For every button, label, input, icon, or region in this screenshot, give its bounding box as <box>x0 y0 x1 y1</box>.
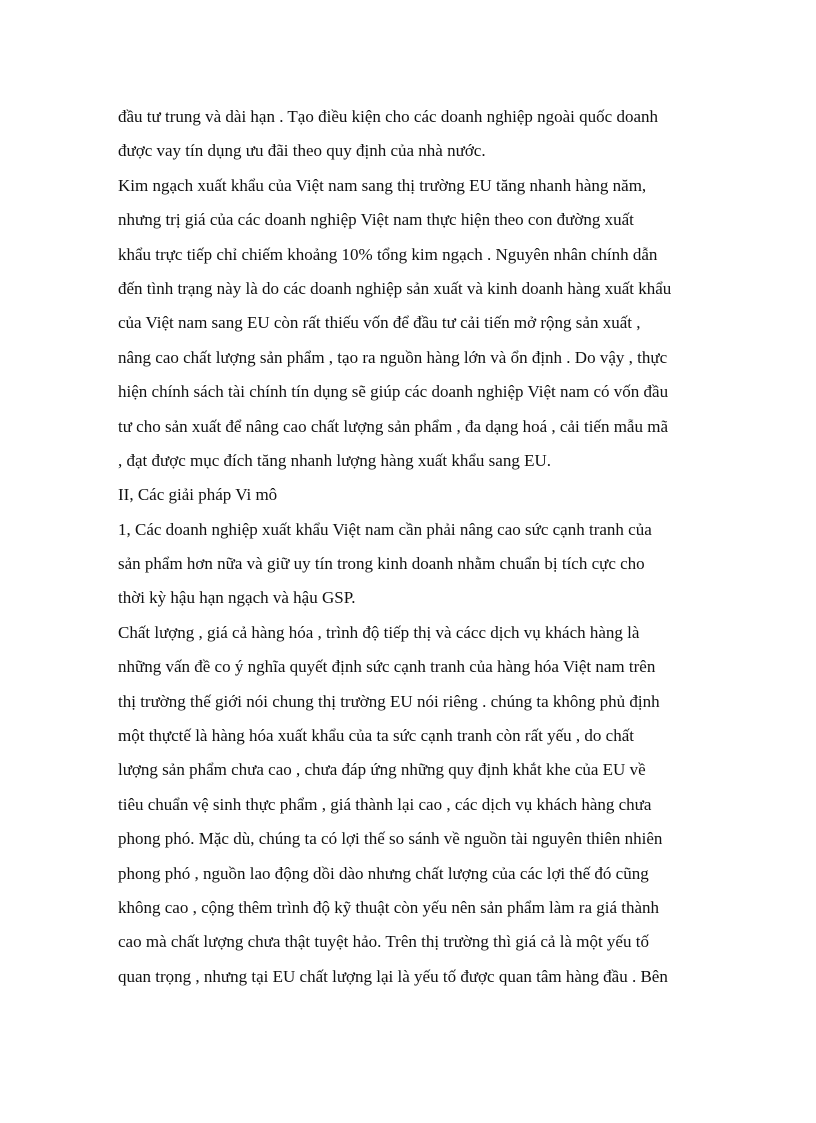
text-line: 1, Các doanh nghiệp xuất khẩu Việt nam cần phải nâng cao sức cạnh tranh của <box>118 519 652 539</box>
text-line: sản phẩm hơn nữa và giữ uy tín trong kinh doanh nhằm chuẩn bị tích cực cho <box>118 554 645 574</box>
text-line: hiện chính sách tài chính tín dụng sẽ giúp các doanh nghiệp Việt nam có vốn đầu <box>118 382 669 402</box>
text-line: của Việt nam sang EU còn rất thiếu vốn để đầu tư cải tiến mở rộng sản xuất , <box>118 313 641 333</box>
text-line: phong phó. Mặc dù, chúng ta có lợi thế so sánh về nguồn tài nguyên thiên nhiên <box>118 829 663 849</box>
text-line: , đạt được mục đích tăng nhanh lượng hàng xuất khẩu sang EU. <box>118 450 551 470</box>
text-line: Kim ngạch xuất khẩu của Việt nam sang thị trường EU tăng nhanh hàng năm, <box>118 175 647 195</box>
text-line: tiêu chuẩn vệ sinh thực phẩm , giá thành lại cao , các dịch vụ khách hàng chưa <box>118 794 652 814</box>
text-line: một thựctế là hàng hóa xuất khẩu của ta sức cạnh tranh còn rất yếu , do chất <box>118 726 634 746</box>
text-line: được vay tín dụng ưu đãi theo quy định của nhà nước. <box>118 141 486 161</box>
text-line: đến tình trạng này là do các doanh nghiệp sản xuất và kinh doanh hàng xuất khẩu <box>118 278 672 298</box>
text-line: lượng sản phẩm chưa cao , chưa đáp ứng những quy định khắt khe của EU về <box>118 760 646 780</box>
text-line: không cao , cộng thêm trình độ kỹ thuật còn yếu nên sản phẩm làm ra giá thành <box>118 897 660 917</box>
text-line: cao mà chất lượng chưa thật tuyệt hảo. Trên thị trường thì giá cả là một yếu tố <box>118 932 649 952</box>
text-line: thị trường thế giới nói chung thị trường EU nói riêng . chúng ta không phủ định <box>118 691 660 711</box>
text-line: tư cho sản xuất để nâng cao chất lượng sản phẩm , đa dạng hoá , cải tiến mẫu mã <box>118 416 668 436</box>
text-line: nâng cao chất lượng sản phẩm , tạo ra nguồn hàng lớn và ổn định . Do vậy , thực <box>118 347 668 367</box>
section-heading: II, Các giải pháp Vi mô <box>118 485 278 505</box>
text-line: quan trọng , nhưng tại EU chất lượng lại là yếu tố được quan tâm hàng đầu . Bên <box>118 966 668 986</box>
text-line: Chất lượng , giá cả hàng hóa , trình độ tiếp thị và cácc dịch vụ khách hàng là <box>118 622 640 642</box>
text-line: đầu tư trung và dài hạn . Tạo điều kiện cho các doanh nghiệp ngoài quốc doanh <box>118 107 658 126</box>
document-body-text <box>118 100 738 994</box>
text-line: khẩu trực tiếp chỉ chiếm khoảng 10% tổng kim ngạch . Nguyên nhân chính dẫn <box>118 244 658 264</box>
text-line: những vấn đề co ý nghĩa quyết định sức cạnh tranh của hàng hóa Việt nam trên <box>118 657 656 677</box>
text-line: nhưng trị giá của các doanh nghiệp Việt nam thực hiện theo con đường xuất <box>118 210 634 230</box>
text-line: phong phó , nguồn lao động dồi dào nhưng chất lượng của các lợi thế đó cũng <box>118 863 649 883</box>
text-line: thời kỳ hậu hạn ngạch và hậu GSP. <box>118 588 356 608</box>
